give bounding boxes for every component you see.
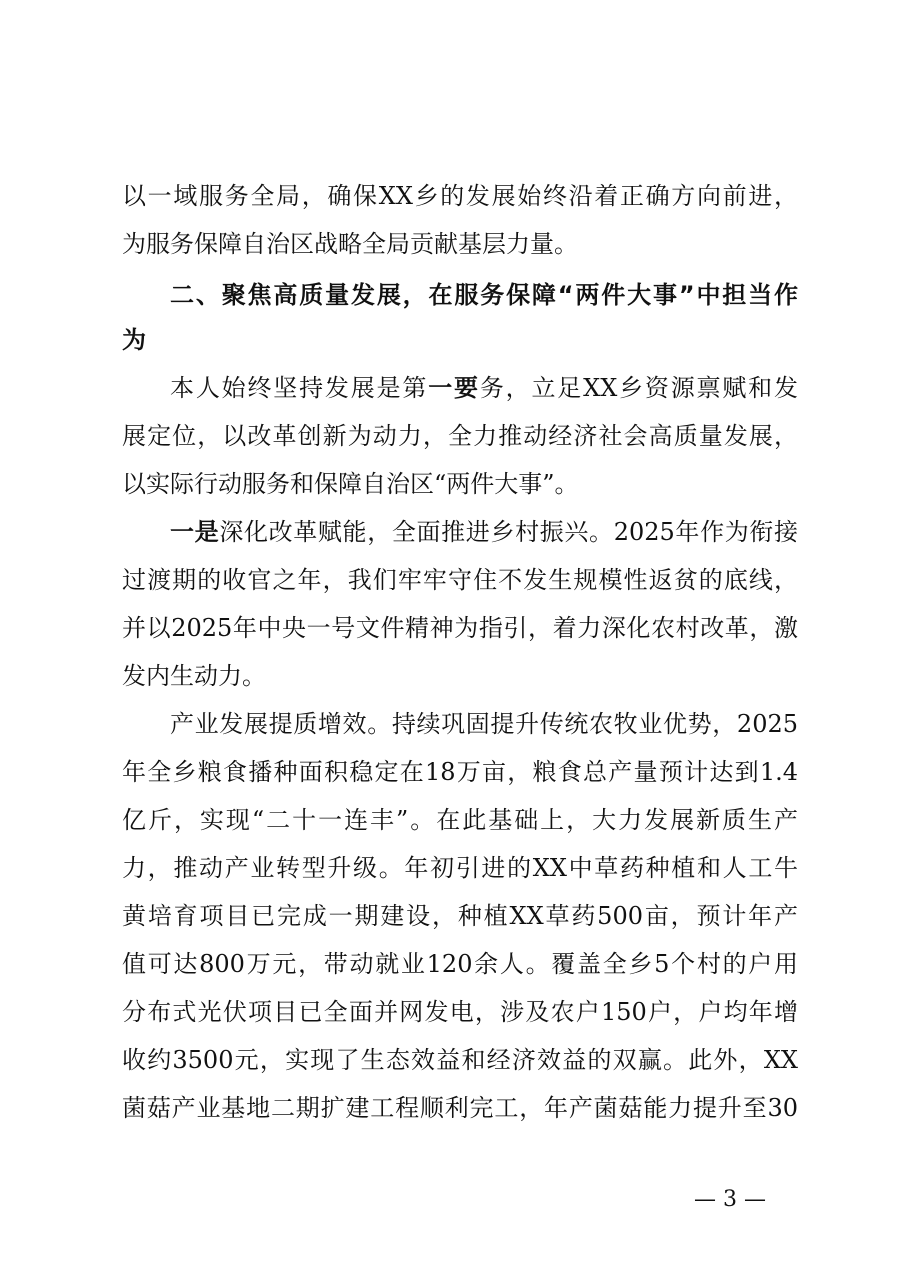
- body-line: 力，推动产业转型升级。年初引进的XX中草药种植和人工牛: [122, 854, 798, 882]
- body-line: 收约3500元，实现了生态效益和经济效益的双赢。此外，XX: [122, 1046, 798, 1074]
- body-line: 为服务保障自治区战略全局贡献基层力量。: [122, 230, 578, 258]
- body-line: [170, 368, 798, 408]
- section-heading: 二、聚焦高质量发展，在服务保障“两件大事”中担当作: [170, 281, 798, 309]
- body-line: 分布式光伏项目已全面并网发电，涉及农户150户，户均年增: [122, 998, 798, 1026]
- body-line: 菌菇产业基地二期扩建工程顺利完工，年产菌菇能力提升至30: [122, 1094, 798, 1122]
- text-run: 本人始终坚持发展是第: [170, 374, 429, 402]
- body-line: 黄培育项目已完成一期建设，种植XX草药500亩，预计年产: [122, 902, 798, 930]
- body-line: 以实际行动服务和保障自治区“两件大事”。: [122, 470, 579, 498]
- body-line: 发内生动力。: [122, 662, 266, 690]
- emphasis-text: 一是: [170, 517, 220, 546]
- body-line: 年全乡粮食播种面积稳定在18万亩，粮食总产量预计达到1.4: [122, 758, 798, 786]
- text-run: 务，立足XX乡资源禀赋和发: [479, 374, 798, 402]
- emphasis-text: 一要: [428, 373, 480, 402]
- body-line: 以一域服务全局，确保XX乡的发展始终沿着正确方向前进，: [122, 182, 798, 210]
- text-run: 深化改革赋能，全面推进乡村振兴。2025年作为衔接: [219, 518, 798, 546]
- body-line: [170, 512, 798, 552]
- body-line: 过渡期的收官之年，我们牢牢守住不发生规模性返贫的底线，: [122, 566, 798, 594]
- body-line: 展定位，以改革创新为动力，全力推动经济社会高质量发展，: [122, 422, 798, 450]
- body-line: 产业发展提质增效。持续巩固提升传统农牧业优势，2025: [170, 710, 798, 738]
- body-line: 亿斤，实现“二十一连丰”。在此基础上，大力发展新质生产: [122, 806, 798, 834]
- page-number: — 3 —: [694, 1187, 766, 1212]
- section-heading-continuation: 为: [122, 326, 146, 354]
- body-line: 并以2025年中央一号文件精神为指引，着力深化农村改革，激: [122, 614, 798, 642]
- body-line: 值可达800万元，带动就业120余人。覆盖全乡5个村的户用: [122, 950, 798, 978]
